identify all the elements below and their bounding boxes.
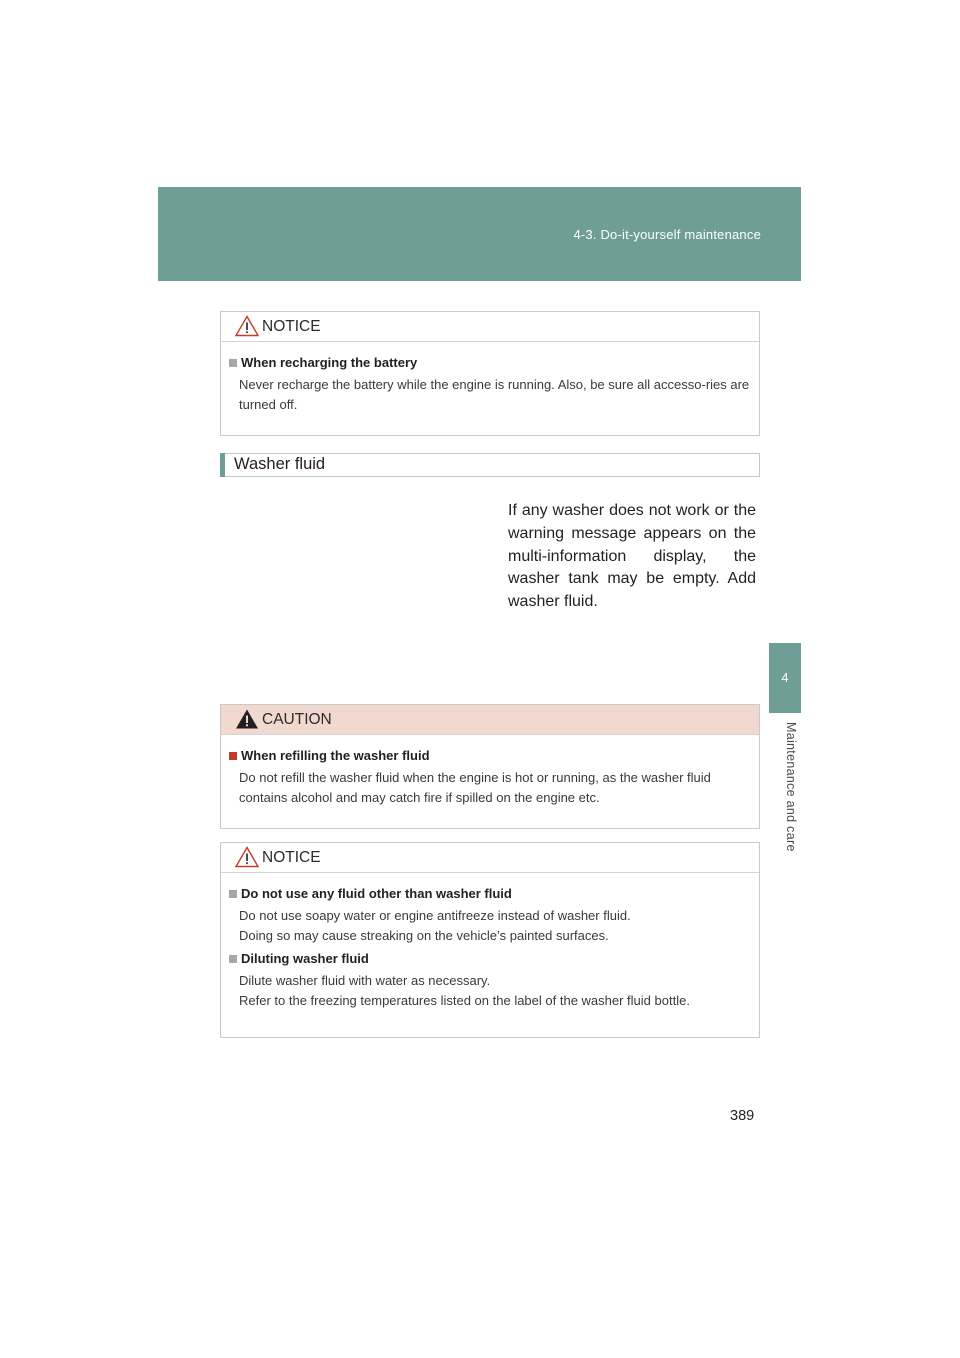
washer-fluid-description: If any washer does not work or the warning message appears on the multi-information display, the washer tank may be empty. Add washer fluid. — [508, 502, 756, 611]
caution-triangle-icon — [235, 708, 259, 730]
section-bar-washer-fluid — [220, 453, 760, 477]
notice-item-title — [229, 886, 751, 901]
chapter-label: Maintenance and care — [784, 722, 798, 852]
caution-header — [221, 705, 759, 735]
section-title: Washer fluid — [234, 455, 326, 473]
caution-item-title-text: When refilling the washer fluid — [241, 748, 430, 763]
bullet-square-icon — [229, 890, 237, 898]
notice-header — [221, 312, 759, 342]
notice-item-line: Do not use soapy water or engine antifreeze instead of washer fluid. — [239, 908, 631, 923]
bullet-square-icon — [229, 359, 237, 367]
notice-header — [221, 843, 759, 873]
notice-heading: NOTICE — [262, 318, 321, 335]
notice-item-line: Dilute washer fluid with water as necessary. — [239, 973, 491, 988]
notice-heading: NOTICE — [262, 849, 321, 866]
notice-box-washer — [220, 842, 760, 1038]
notice-item-text — [229, 906, 751, 945]
caution-heading: CAUTION — [262, 711, 332, 728]
warning-triangle-icon — [235, 846, 259, 868]
warning-triangle-icon — [235, 315, 259, 337]
notice-item-text: Never recharge the battery while the engine is running. Also, be sure all accesso-ries are turned off. — [239, 377, 750, 412]
page-header — [158, 187, 801, 281]
notice-item-text — [229, 971, 751, 1010]
page-number: 389 — [730, 1108, 755, 1124]
notice-item-title-text: Do not use any fluid other than washer fluid — [241, 886, 512, 901]
chapter-tab: 4 — [769, 643, 801, 713]
caution-box-washer — [220, 704, 760, 829]
notice-item-title — [229, 355, 751, 370]
notice-box-battery — [220, 311, 760, 436]
section-title-header: 4-3. Do-it-yourself maintenance — [573, 227, 761, 242]
bullet-square-icon — [229, 955, 237, 963]
caution-item-title — [229, 748, 751, 763]
notice-item-title-text: When recharging the battery — [241, 355, 418, 370]
notice-item-title-text: Diluting washer fluid — [241, 951, 369, 966]
notice-item-line: Doing so may cause streaking on the vehicle’s painted surfaces. — [239, 927, 609, 943]
notice-item-line: Refer to the freezing temperatures listed on the label of the washer fluid bottle. — [239, 992, 690, 1008]
notice-item-title — [229, 951, 751, 966]
bullet-square-icon — [229, 752, 237, 760]
caution-item-text: Do not refill the washer fluid when the engine is hot or running, as the washer fluid contains alcohol and may catch fire if spilled on the engine etc. — [239, 770, 711, 805]
